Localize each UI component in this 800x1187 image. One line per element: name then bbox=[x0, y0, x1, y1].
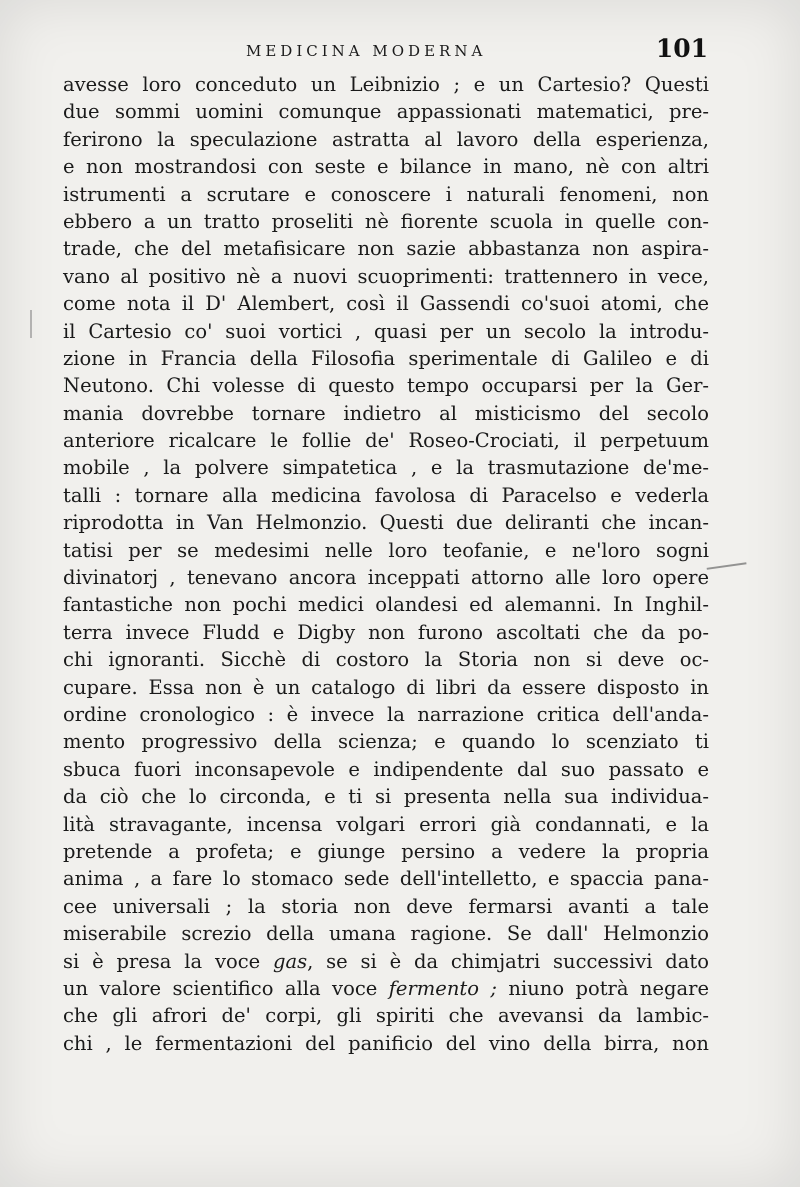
text-line: avesse loro conceduto un Leibnizio ; e un Cartesio? Questi bbox=[63, 73, 709, 96]
text-line: fantastiche non pochi medici olandesi ed alemanni. In Inghil- bbox=[63, 593, 709, 617]
text-line: cupare. Essa non è un catalogo di libri da essere disposto in bbox=[63, 675, 709, 699]
text-line: Neutono. Chi volesse di questo tempo occuparsi per la Ger- bbox=[63, 374, 709, 398]
text-line: anteriore ricalcare le follie de' Roseo-Crociati, il perpetuum bbox=[63, 429, 709, 453]
text-line: come nota il D' Alembert, così il Gassendi co'suoi atomi, che bbox=[63, 292, 709, 316]
text-line: due sommi uomini comunque appassionati matematici, pre- bbox=[63, 100, 709, 124]
body-text bbox=[63, 71, 709, 1057]
page-number: 101 bbox=[655, 34, 708, 63]
text-line: tatisi per se medesimi nelle loro teofanie, e ne'loro sogni bbox=[63, 538, 709, 562]
text-line: trade, che del metafisicare non sazie abbastanza non aspira- bbox=[63, 237, 709, 261]
text-line: divinatorj , tenevano ancora inceppati attorno alle loro opere bbox=[63, 566, 709, 590]
running-title: MEDICINA MODERNA bbox=[246, 42, 487, 60]
text-line: chi , le fermentazioni del panificio del vino della birra, non bbox=[63, 1031, 709, 1055]
text-line: talli : tornare alla medicina favolosa di Paracelso e vederla bbox=[63, 483, 709, 507]
text-line: mobile , la polvere simpatetica , e la trasmutazione de'me- bbox=[63, 456, 709, 480]
text-line: sbuca fuori inconsapevole e indipendente dal suo passato e bbox=[63, 757, 709, 781]
text-line: mento progressivo della scienza; e quando lo scenziato ti bbox=[63, 730, 709, 754]
text-line: pretende a profeta; e giunge persino a vedere la propria bbox=[63, 839, 709, 863]
text-line: da ciò che lo circonda, e ti si presenta nella sua individua- bbox=[63, 785, 709, 809]
text-line: cee universali ; la storia non deve fermarsi avanti a tale bbox=[63, 894, 709, 918]
ink-scratch bbox=[707, 562, 748, 575]
text-line: riprodotta in Van Helmonzio. Questi due deliranti che incan- bbox=[63, 511, 709, 535]
text-line: che gli afrori de' corpi, gli spiriti che avevansi da lambic- bbox=[63, 1004, 709, 1028]
running-head bbox=[64, 34, 708, 64]
text-line: si è presa la voce gas, se si è da chimjatri successivi dato bbox=[63, 949, 709, 973]
text-line: ebbero a un tratto proseliti nè fiorente scuola in quelle con- bbox=[63, 209, 709, 233]
text-line: terra invece Fludd e Digby non furono ascoltati che da po- bbox=[63, 620, 709, 644]
text-line: e non mostrandosi con seste e bilance in mano, nè con altri bbox=[63, 155, 709, 179]
text-line: un valore scientifico alla voce fermento ; niuno potrà negare bbox=[63, 976, 709, 1000]
text-line: il Cartesio co' suoi vortici , quasi per un secolo la introdu- bbox=[63, 319, 709, 343]
text-line: mania dovrebbe tornare indietro al misticismo del secolo bbox=[63, 401, 709, 425]
text-line: vano al positivo nè a nuovi scuoprimenti: trattennero in vece, bbox=[63, 264, 709, 288]
text-line: chi ignoranti. Sicchè di costoro la Storia non si deve oc- bbox=[63, 648, 709, 672]
text-line: ferirono la speculazione astratta al lavoro della esperienza, bbox=[63, 127, 709, 151]
text-line: istrumenti a scrutare e conoscere i naturali fenomeni, non bbox=[63, 182, 709, 206]
text-line: lità stravagante, incensa volgari errori già condannati, e la bbox=[63, 812, 709, 836]
text-line: anima , a fare lo stomaco sede dell'intelletto, e spaccia pana- bbox=[63, 867, 709, 891]
text-line: ordine cronologico : è invece la narrazione critica dell'anda- bbox=[63, 702, 709, 726]
margin-mark bbox=[30, 310, 32, 338]
text-line: zione in Francia della Filosofia sperimentale di Galileo e di bbox=[63, 346, 709, 370]
text-line: miserabile screzio della umana ragione. Se dall' Helmonzio bbox=[63, 922, 709, 946]
